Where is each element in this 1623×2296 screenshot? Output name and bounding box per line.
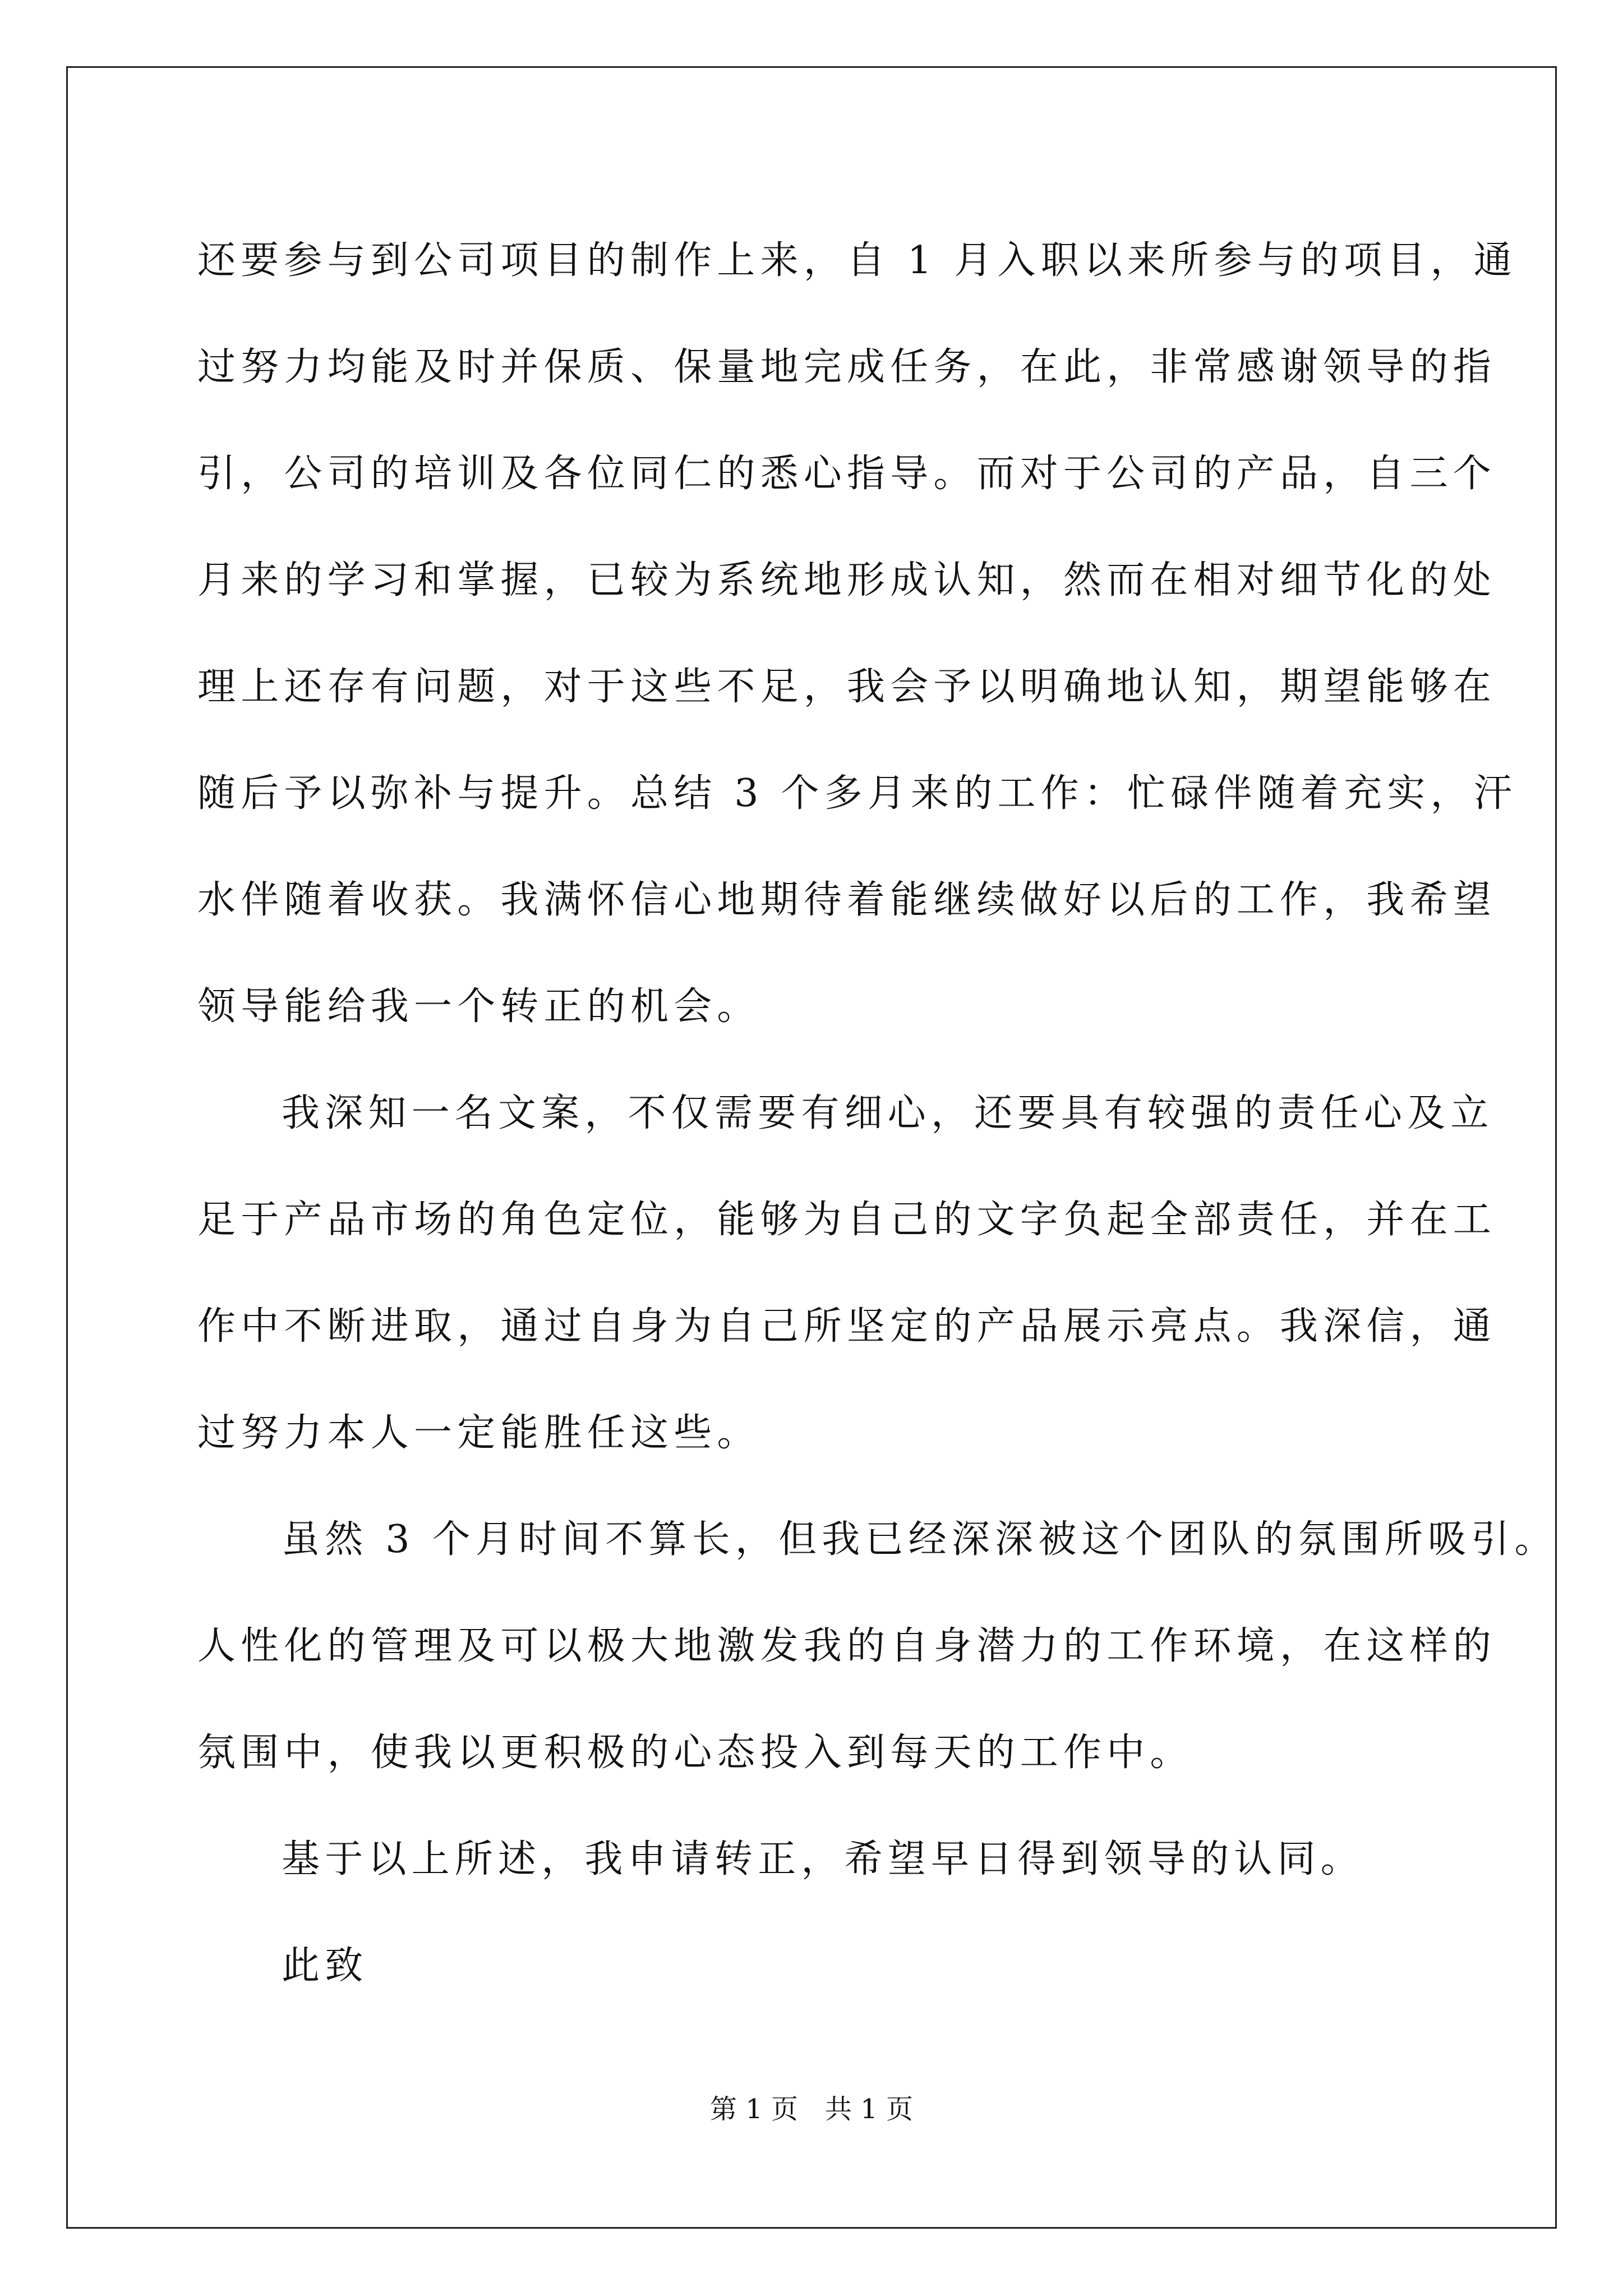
paragraph-start-line: 虽然 3 个月时间不算长，但我已经深深被这个团队的氛围所吸引。 <box>282 1517 1558 1562</box>
text-line: 领导能给我一个转正的机会。 <box>197 984 760 1029</box>
text-line: 理上还存有问题，对于这些不足，我会予以明确地认知，期望能够在 <box>197 665 1497 709</box>
page-footer: 第 1 页 共 1 页 <box>709 2093 914 2125</box>
document-body <box>197 208 1558 2019</box>
paragraph-start-line: 基于以上所述，我申请转正，希望早日得到领导的认同。 <box>282 1837 1364 1881</box>
text-line: 月来的学习和掌握，已较为系统地形成认知，然而在相对细节化的处 <box>197 558 1497 602</box>
text-line: 水伴随着收获。我满怀信心地期待着能继续做好以后的工作，我希望 <box>197 878 1497 922</box>
text-line: 引，公司的培训及各位同仁的悉心指导。而对于公司的产品，自三个 <box>197 452 1497 496</box>
text-line: 还要参与到公司项目的制作上来，自 1 月入职以来所参与的项目，通 <box>197 238 1517 283</box>
text-line: 人性化的管理及可以极大地激发我的自身潜力的工作环境，在这样的 <box>197 1624 1497 1668</box>
text-line: 过努力均能及时并保质、保量地完成任务，在此，非常感谢领导的指 <box>197 345 1497 389</box>
text-line: 过努力本人一定能胜任这些。 <box>197 1411 760 1455</box>
text-line: 作中不断进取，通过自身为自己所坚定的产品展示亮点。我深信，通 <box>197 1304 1497 1349</box>
closing-line: 此致 <box>282 1944 368 1988</box>
text-line: 足于产品市场的角色定位，能够为自己的文字负起全部责任，并在工 <box>197 1198 1497 1242</box>
text-line: 氛围中，使我以更积极的心态投入到每天的工作中。 <box>197 1731 1193 1775</box>
paragraph-start-line: 我深知一名文案，不仅需要有细心，还要具有较强的责任心及立 <box>282 1091 1494 1135</box>
text-line: 随后予以弥补与提升。总结 3 个多月来的工作：忙碌伴随着充实，汗 <box>197 771 1517 816</box>
